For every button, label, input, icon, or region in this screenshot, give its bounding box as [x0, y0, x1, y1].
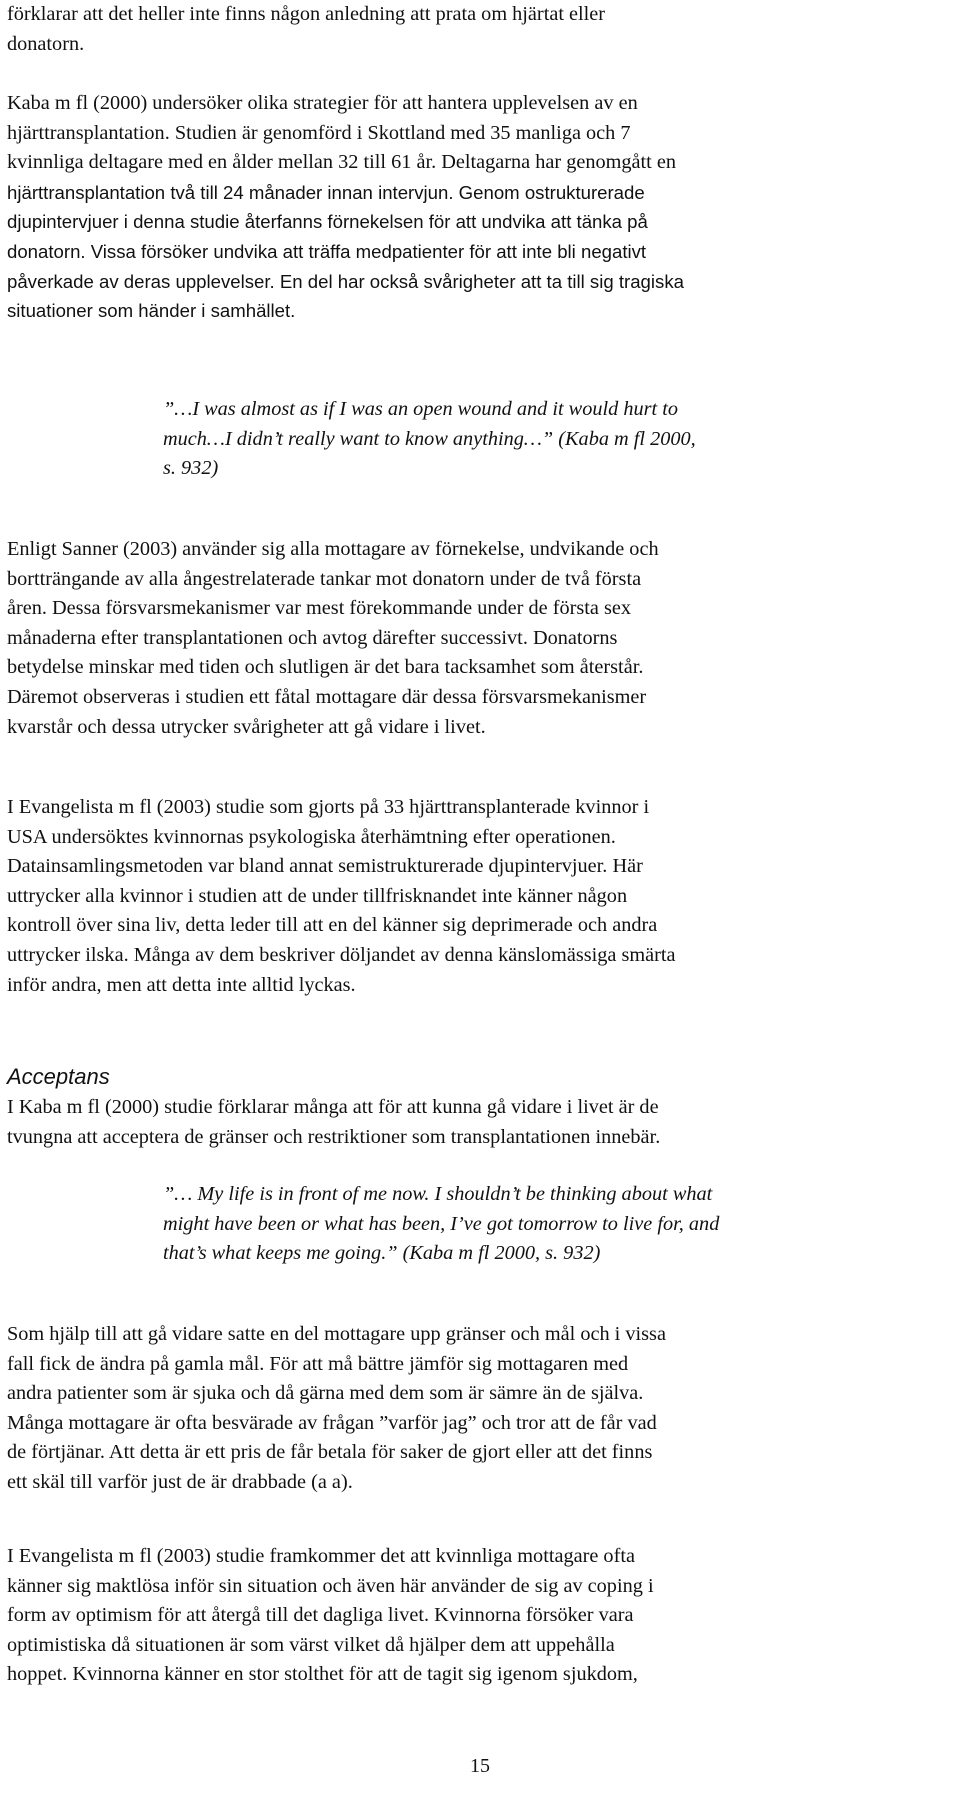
- text-line: andra patienter som är sjuka och då gärna med dem som är sämre än de själva.: [7, 1382, 644, 1405]
- text-line: Enligt Sanner (2003) använder sig alla mottagare av förnekelse, undvikande och: [7, 538, 659, 560]
- text-line: hjärttransplantation. Studien är genomförd i Skottland med 35 manliga och 7: [7, 121, 631, 144]
- text-line: situationer som händer i samhället.: [7, 300, 296, 322]
- text-line: Som hjälp till att gå vidare satte en del mottagare upp gränser och mål och i vissa: [7, 1323, 666, 1345]
- quote-line: ”… My life is in front of me now. I shouldn’t be thinking about what: [163, 1183, 713, 1205]
- text-line: donatorn.: [7, 32, 85, 55]
- acceptans-paragraph: [7, 1093, 660, 1152]
- text-line: kontroll över sina liv, detta leder till att en del känner sig deprimerade och andra: [7, 914, 658, 937]
- evangelista-paragraph-1: [7, 793, 676, 1000]
- page-number: 15: [470, 1755, 490, 1777]
- text-line: I Kaba m fl (2000) studie förklarar många att för att kunna gå vidare i livet är de: [7, 1096, 659, 1118]
- text-line: påverkade av deras upplevelser. En del har också svårigheter att ta till sig tragiska: [7, 270, 684, 292]
- quote-line: ”…I was almost as if I was an open wound and it would hurt to: [163, 398, 678, 420]
- text-line: Kaba m fl (2000) undersöker olika strategier för att hantera upplevelsen av en: [7, 92, 638, 114]
- text-line: Däremot observeras i studien ett fåtal mottagare där dessa försvarsmekanismer: [7, 685, 647, 708]
- quote-line: s. 932): [163, 457, 219, 480]
- text-line: USA undersöktes kvinnornas psykologiska återhämtning efter operationen.: [7, 825, 616, 848]
- text-line: optimistiska då situationen är som värst vilket då hjälper dem att uppehålla: [7, 1633, 615, 1656]
- quote-line: that’s what keeps me going.” (Kaba m fl 2000, s. 932): [163, 1242, 601, 1265]
- text-line: de förtjänar. Att detta är ett pris de får betala för saker de gjort eller att det finns: [7, 1441, 653, 1464]
- text-line: förklarar att det heller inte finns någon anledning att prata om hjärtat eller: [7, 3, 606, 25]
- text-line: Många mottagare är ofta besvärade av frågan ”varför jag” och tror att de får vad: [7, 1411, 657, 1434]
- text-line: hjärttransplantation två till 24 månader innan intervjun. Genom ostrukturerade: [7, 181, 645, 203]
- intro-paragraph: [7, 0, 605, 59]
- text-line: uttrycker ilska. Många av dem beskriver döljandet av denna känslomässiga smärta: [7, 943, 676, 966]
- text-line: I Evangelista m fl (2003) studie framkommer det att kvinnliga mottagare ofta: [7, 1545, 635, 1567]
- text-line: hoppet. Kvinnorna känner en stor stolthet för att de tagit sig igenom sjukdom,: [7, 1663, 638, 1686]
- section-heading: Acceptans: [7, 1064, 110, 1089]
- text-line: kvarstår och dessa utrycker svårigheter att gå vidare i livet.: [7, 715, 486, 738]
- text-line: djupintervjuer i denna studie återfanns förnekelsen för att undvika att tänka på: [7, 211, 648, 233]
- text-line: form av optimism för att återgå till det dagliga livet. Kvinnorna försöker vara: [7, 1604, 634, 1627]
- block-quote: [7, 1180, 719, 1269]
- sanner-paragraph: [7, 535, 659, 742]
- text-line: inför andra, men att detta inte alltid lyckas.: [7, 973, 356, 996]
- text-line: Datainsamlingsmetoden var bland annat semistrukturerade djupintervjuer. Här: [7, 855, 643, 878]
- text-line: donatorn. Vissa försöker undvika att träffa medpatienter för att inte bli negativt: [7, 240, 647, 262]
- evangelista-paragraph-2: [7, 1542, 654, 1690]
- text-line: känner sig maktlösa inför sin situation och även här använder de sig av coping i: [7, 1574, 654, 1597]
- text-line: I Evangelista m fl (2003) studie som gjorts på 33 hjärttransplanterade kvinnor i: [7, 796, 650, 818]
- text-line: betydelse minskar med tiden och slutligen är det bara tacksamhet som återstår.: [7, 656, 644, 679]
- text-line: tvungna att acceptera de gränser och restriktioner som transplantationen innebär.: [7, 1125, 661, 1148]
- quote-line: much…I didn’t really want to know anything…” (Kaba m fl 2000,: [163, 427, 696, 450]
- text-line: fall fick de ändra på gamla mål. För att må bättre jämför sig mottagaren med: [7, 1352, 629, 1375]
- block-quote: [7, 395, 696, 484]
- text-line: uttrycker alla kvinnor i studien att de under tillfrisknandet inte känner någon: [7, 884, 628, 907]
- kaba-paragraph: [7, 89, 684, 326]
- text-line: kvinnliga deltagare med en ålder mellan 32 till 61 år. Deltagarna har genomgått en: [7, 151, 677, 174]
- quote-line: might have been or what has been, I’ve got tomorrow to live for, and: [163, 1212, 720, 1235]
- text-line: månaderna efter transplantationen och avtog därefter successivt. Donatorns: [7, 626, 618, 649]
- goals-paragraph: [7, 1320, 666, 1498]
- text-line: åren. Dessa försvarsmekanismer var mest förekommande under de första sex: [7, 597, 631, 620]
- text-line: ett skäl till varför just de är drabbade (a a).: [7, 1470, 353, 1493]
- text-line: bortträngande av alla ångestrelaterade tankar mot donatorn under de två första: [7, 567, 642, 590]
